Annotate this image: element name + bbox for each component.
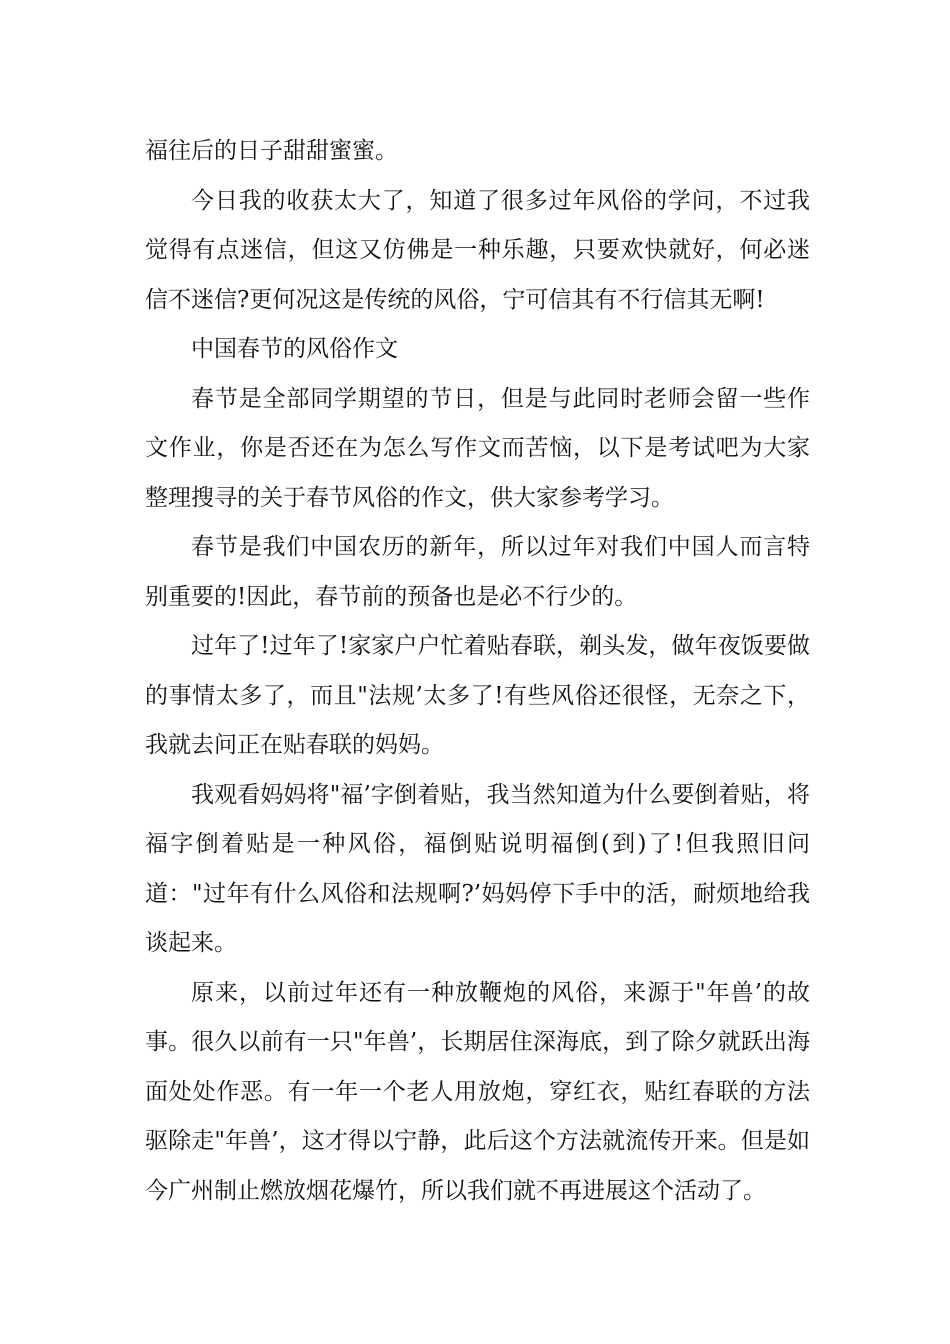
paragraph-1: 福往后的日子甜甜蜜蜜。 — [145, 138, 398, 164]
paragraph-2: 今日我的收获太大了，知道了很多过年风俗的学问，不过我觉得有点迷信，但这又仿佛是一种乐趣，只要欢快就好，何必迷信不迷信?更何况这是传统的风俗，宁可信其有不行信其无啊! — [145, 187, 810, 313]
paragraph-7: 原来，以前过年还有一种放鞭炮的风俗，来源于"年兽’的故事。很久以前有一只"年兽’，长期居住深海底，到了除夕就跃出海面处处作恶。有一年一个老人用放炮，穿红衣，贴红春联的方法驱除走"年兽’，这才得以宁静，此后这个方法就流传开来。但是如今广州制止燃放烟花爆竹，所以我们就不再进展这个活动了。 — [145, 979, 810, 1204]
document-body — [145, 127, 810, 1216]
paragraph-5: 过年了!过年了!家家户户忙着贴春联，剃头发，做年夜饭要做的事情太多了，而且"法规’太多了!有些风俗还很怪，无奈之下，我就去问正在贴春联的妈妈。 — [145, 633, 810, 758]
paragraph-6: 我观看妈妈将"福’字倒着贴，我当然知道为什么要倒着贴，将福字倒着贴是一种风俗，福倒贴说明福倒(到)了!但我照旧问道："过年有什么风俗和法规啊?’妈妈停下手中的活，耐烦地给我谈起来。 — [145, 781, 810, 956]
paragraph-4: 春节是我们中国农历的新年，所以过年对我们中国人而言特别重要的!因此，春节前的预备也是必不行少的。 — [145, 534, 810, 610]
paragraph-3: 春节是全部同学期望的节日，但是与此同时老师会留一些作文作业，你是否还在为怎么写作文而苦恼，以下是考试吧为大家整理搜寻的关于春节风俗的作文，供大家参考学习。 — [145, 385, 810, 511]
section-heading: 中国春节的风俗作文 — [191, 336, 398, 362]
